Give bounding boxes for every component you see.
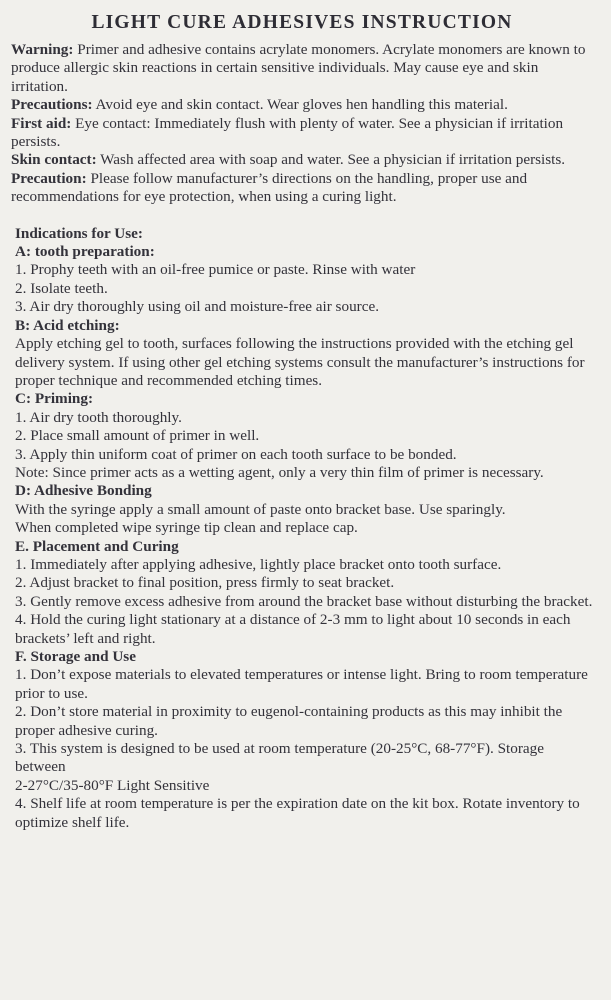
section-f-line: 3. This system is designed to be used at room temperature (20-25°C, 68-77°F). Storage between	[15, 740, 544, 776]
section-c-line: 1. Air dry tooth thoroughly.	[15, 408, 182, 426]
section-e-heading: E. Placement and Curing	[15, 537, 179, 555]
section-a-heading: A: tooth preparation:	[15, 243, 155, 261]
warning-label: Warning:	[11, 41, 74, 58]
indications-heading: Indications for Use:	[15, 224, 143, 242]
precautions-text: Avoid eye and skin contact. Wear gloves hen handling this material.	[92, 96, 508, 114]
section-d-heading: D: Adhesive Bonding	[15, 482, 152, 500]
section-a-line: 2. Isolate teeth.	[15, 279, 108, 297]
indications-block	[11, 225, 593, 832]
first-aid-label: First aid:	[11, 114, 72, 132]
section-f-line: 4. Shelf life at room temperature is per the expiration date on the kit box. Rotate inventory to optimize shelf life.	[15, 795, 580, 831]
skin-contact-text: Wash affected area with soap and water. See a physician if irritation persists.	[96, 151, 566, 169]
section-c-note: Note: Since primer acts as a wetting agent, only a very thin film of primer is necessary.	[15, 463, 544, 481]
first-aid-paragraph	[11, 115, 593, 152]
section-a-line: 1. Prophy teeth with an oil-free pumice or paste. Rinse with water	[15, 261, 416, 279]
skin-contact-label: Skin contact:	[11, 151, 97, 169]
section-c-line: 2. Place small amount of primer in well.	[15, 427, 260, 445]
first-aid-text: Eye contact: Immediately flush with plenty of water. See a physician if irritation persists.	[11, 114, 564, 151]
section-a-line: 3. Air dry thoroughly using oil and moisture-free air source.	[15, 298, 379, 316]
section-e-line: 4. Hold the curing light stationary at a distance of 2-3 mm to light about 10 seconds in each	[15, 611, 571, 629]
precaution-label: Precaution:	[11, 169, 87, 187]
warning-paragraph	[11, 41, 593, 96]
section-e-line: brackets’ left and right.	[15, 629, 156, 647]
section-b-line: Apply etching gel to tooth, surfaces following the instructions provided with the etching gel delivery system. If using other gel etching systems consult the manufacturer’s instructions for proper technique and recommended etching times.	[15, 335, 585, 389]
precautions-paragraph	[11, 96, 593, 114]
precautions-label: Precautions:	[11, 96, 93, 114]
section-f-line: 1. Don’t expose materials to elevated temperatures or intense light. Bring to room temperature prior to use.	[15, 666, 588, 702]
section-d-line: When completed wipe syringe tip clean and replace cap.	[15, 519, 358, 537]
safety-block	[11, 41, 593, 207]
section-d-line: With the syringe apply a small amount of paste onto bracket base. Use sparingly.	[15, 500, 506, 518]
section-c-heading: C: Priming:	[15, 390, 94, 408]
page-title: LIGHT CURE ADHESIVES INSTRUCTION	[91, 12, 513, 33]
skin-contact-paragraph	[11, 151, 593, 169]
section-e-line: 2. Adjust bracket to final position, press firmly to seat bracket.	[15, 574, 395, 592]
section-f-heading: F. Storage and Use	[15, 648, 136, 665]
precaution-paragraph	[11, 170, 593, 207]
spacer	[11, 207, 593, 225]
section-c-line: 3. Apply thin uniform coat of primer on each tooth surface to be bonded.	[15, 445, 457, 463]
section-f-line: 2-27°C/35-80°F Light Sensitive	[15, 776, 210, 794]
section-f-line: 2. Don’t store material in proximity to eugenol-containing products as this may inhibit the proper adhesive curing.	[15, 703, 563, 739]
precaution-text: Please follow manufacturer’s directions on the handling, proper use and recommendations for eye protection, when using a curing light.	[11, 169, 528, 206]
section-e-line: 3. Gently remove excess adhesive from around the bracket base without disturbing the bracket.	[15, 592, 593, 610]
warning-text: Primer and adhesive contains acrylate monomers. Acrylate monomers are known to produce allergic skin reactions in certain sensitive individuals. May cause eye and skin irritation.	[11, 41, 586, 95]
section-e-line: 1. Immediately after applying adhesive, lightly place bracket onto tooth surface.	[15, 555, 502, 573]
section-b-heading: B: Acid etching:	[15, 316, 120, 334]
